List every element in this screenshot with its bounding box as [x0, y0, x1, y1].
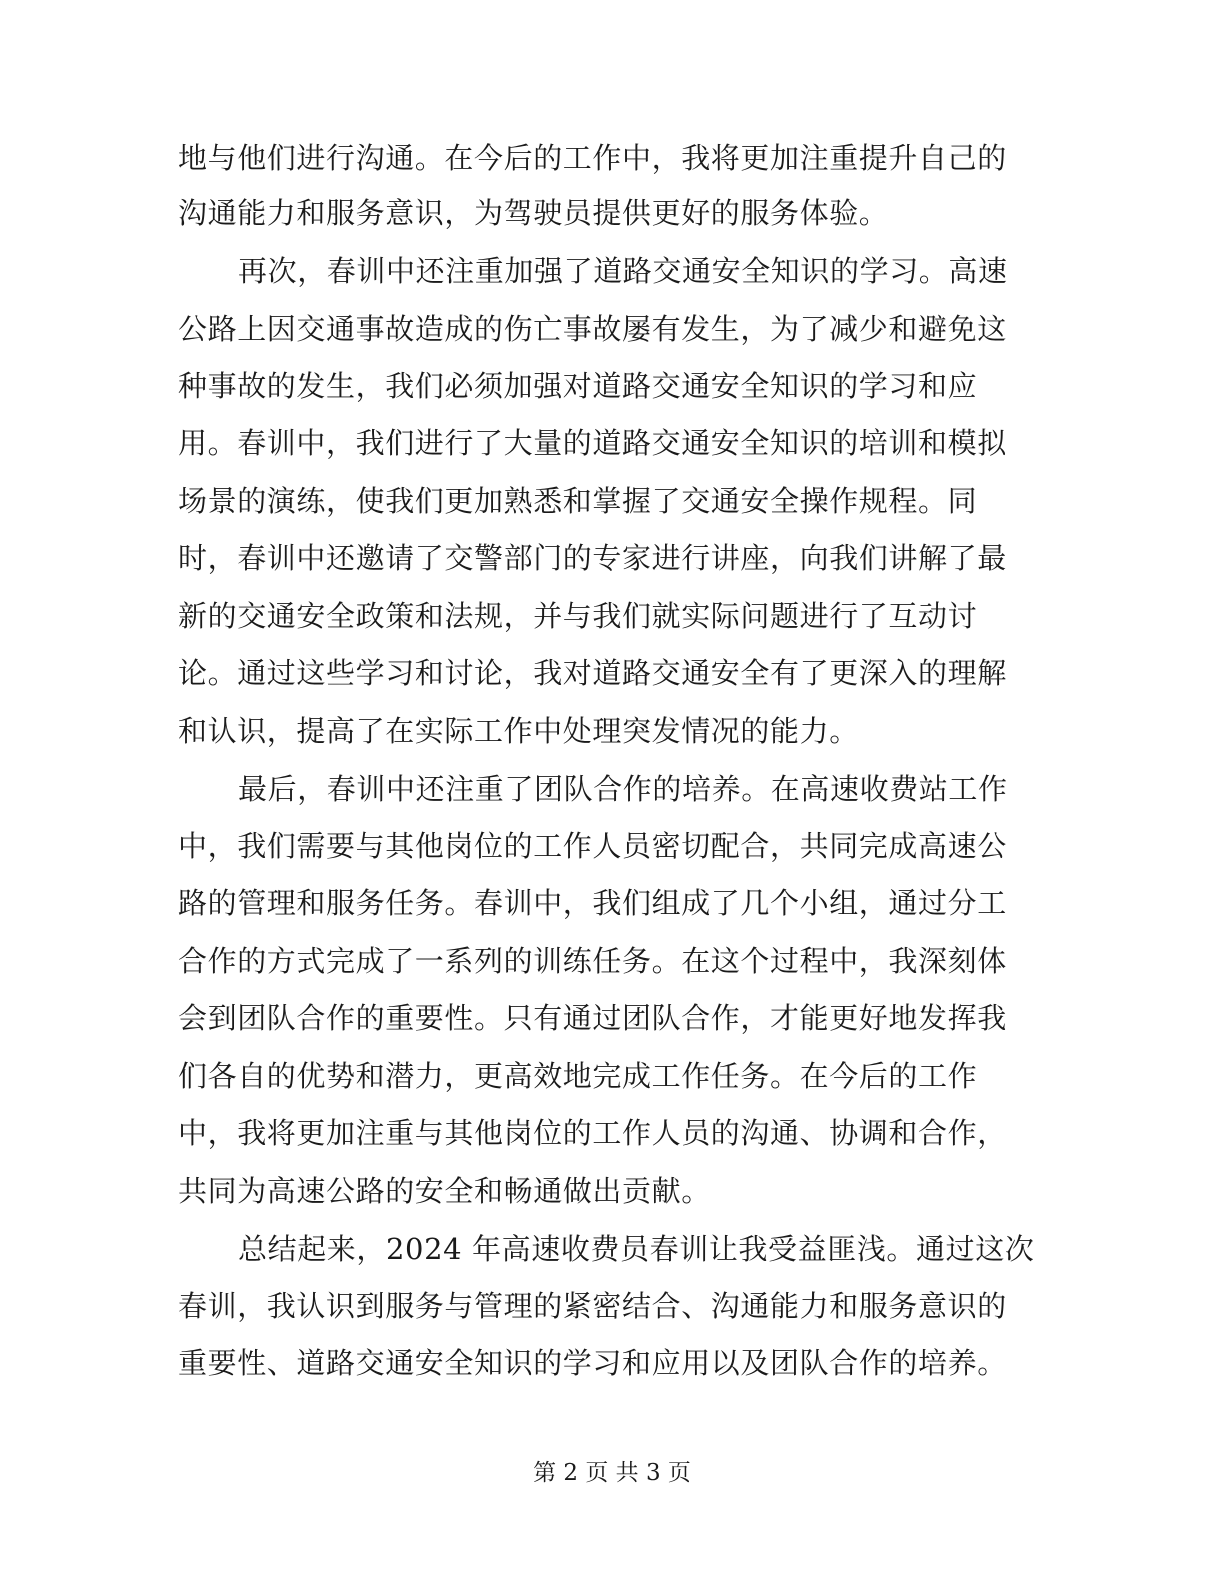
text-line: 共同为高速公路的安全和畅通做出贡献。 — [178, 1174, 711, 1208]
text-line: 会到团队合作的重要性。只有通过团队合作，才能更好地发挥我 — [178, 1001, 1007, 1035]
paragraph-start-line: 最后，春训中还注重了团队合作的培养。在高速收费站工作 — [238, 772, 1008, 806]
text-line: 合作的方式完成了一系列的训练任务。在这个过程中，我深刻体 — [178, 944, 1007, 978]
text-line: 春训，我认识到服务与管理的紧密结合、沟通能力和服务意识的 — [178, 1289, 1007, 1323]
text-line: 和认识，提高了在实际工作中处理突发情况的能力。 — [178, 714, 859, 748]
text-line: 们各自的优势和潜力，更高效地完成工作任务。在今后的工作 — [178, 1059, 978, 1093]
text-line: 公路上因交通事故造成的伤亡事故屡有发生，为了减少和避免这 — [178, 312, 1007, 346]
page-number-footer: 第 2 页 共 3 页 — [533, 1460, 691, 1486]
paragraph-start-line: 再次，春训中还注重加强了道路交通安全知识的学习。高速 — [238, 254, 1008, 288]
text-line: 新的交通安全政策和法规，并与我们就实际问题进行了互动讨 — [178, 599, 978, 633]
text-line: 用。春训中，我们进行了大量的道路交通安全知识的培训和模拟 — [178, 426, 1007, 460]
text-line: 中，我们需要与其他岗位的工作人员密切配合，共同完成高速公 — [178, 829, 1007, 863]
text-line: 种事故的发生，我们必须加强对道路交通安全知识的学习和应 — [178, 369, 978, 403]
text-line: 地与他们进行沟通。在今后的工作中，我将更加注重提升自己的 — [178, 141, 1007, 175]
text-line: 路的管理和服务任务。春训中，我们组成了几个小组，通过分工 — [178, 886, 1007, 920]
paragraph-start-line: 总结起来，2024 年高速收费员春训让我受益匪浅。通过这次 — [238, 1232, 1035, 1266]
text-line: 场景的演练，使我们更加熟悉和掌握了交通安全操作规程。同 — [178, 484, 978, 518]
text-line: 中，我将更加注重与其他岗位的工作人员的沟通、协调和合作， — [178, 1116, 1007, 1150]
text-line: 论。通过这些学习和讨论，我对道路交通安全有了更深入的理解 — [178, 656, 1007, 690]
text-line: 沟通能力和服务意识，为驾驶员提供更好的服务体验。 — [178, 196, 889, 230]
text-line: 重要性、道路交通安全知识的学习和应用以及团队合作的培养。 — [178, 1346, 1007, 1380]
text-line: 时，春训中还邀请了交警部门的专家进行讲座，向我们讲解了最 — [178, 541, 1007, 575]
